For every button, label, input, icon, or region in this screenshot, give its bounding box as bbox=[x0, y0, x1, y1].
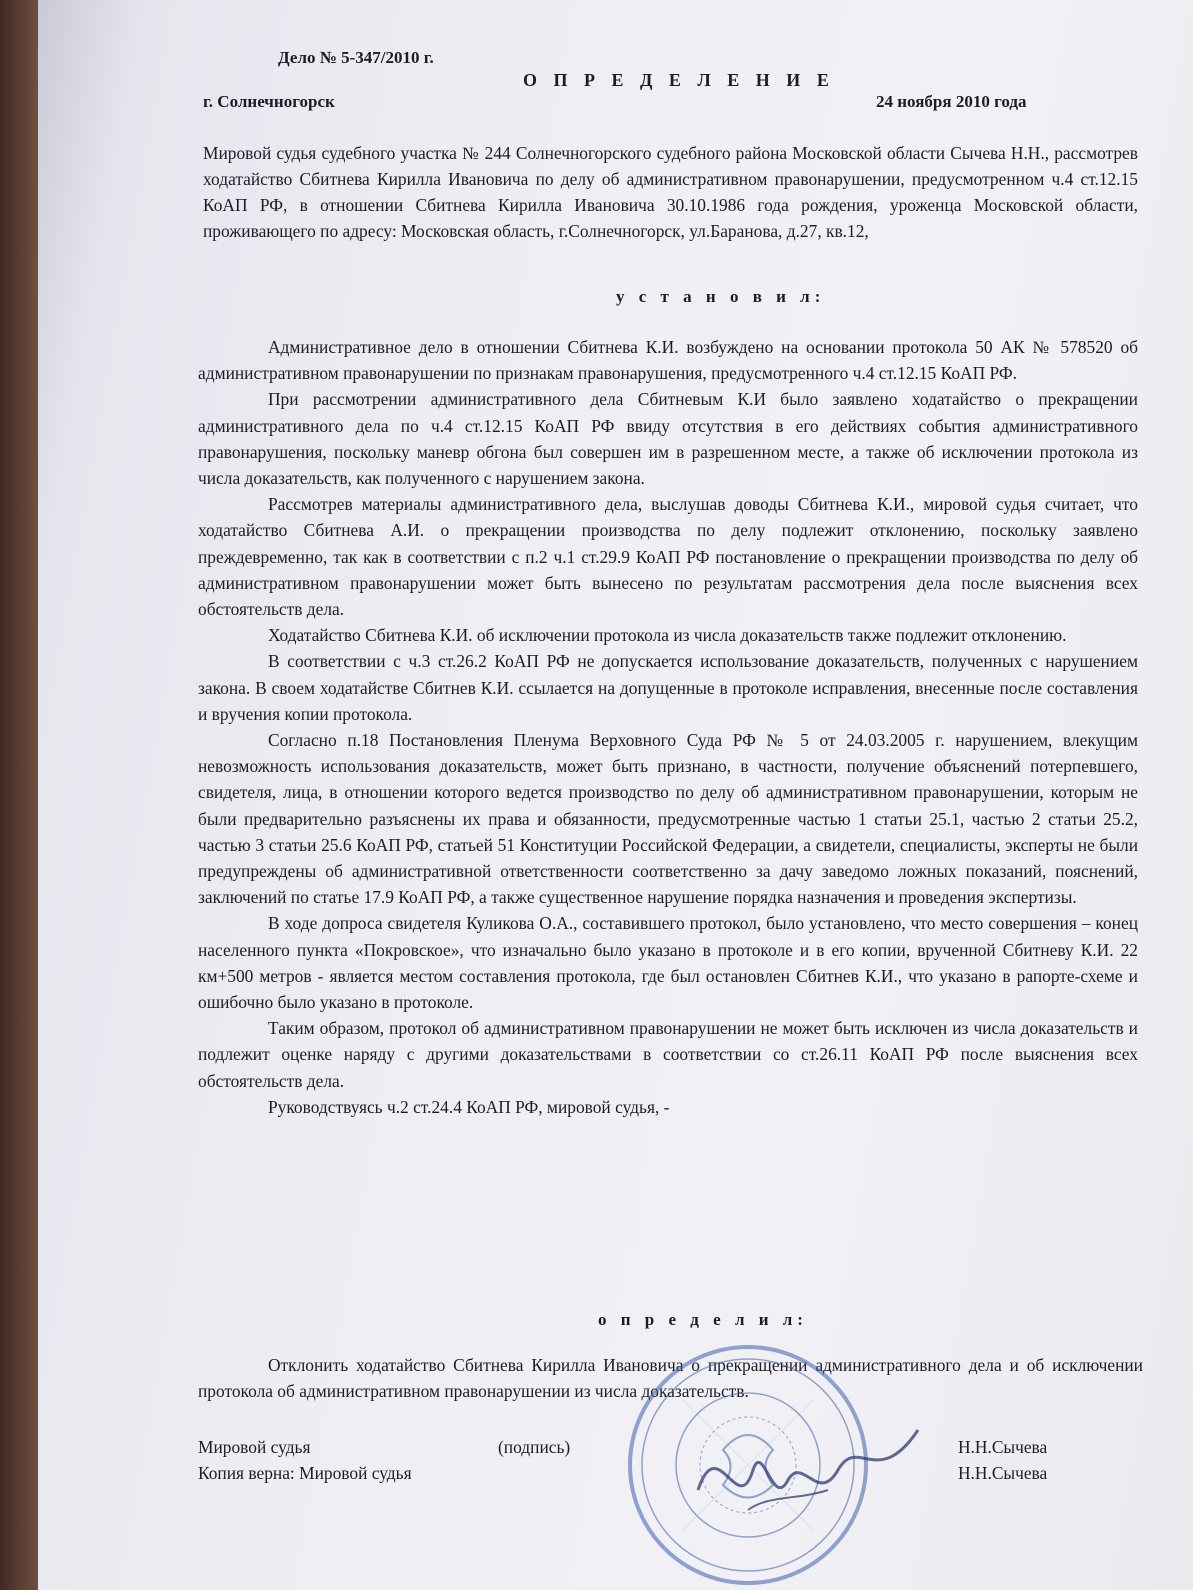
document-page bbox=[38, 0, 1193, 1590]
copy-certified-name: Н.Н.Сычева bbox=[958, 1463, 1048, 1483]
signature-name: Н.Н.Сычева bbox=[958, 1437, 1048, 1457]
body-paragraph: Административное дело в отношении Сбитнева К.И. возбуждено на основании протокола 50 АК № 578520 об административном правонарушении по признакам правонарушения, предусмотренного ч.4 ст.12.15 КоАП РФ. bbox=[198, 337, 1138, 384]
opredelil-heading: о п р е д е л и л: bbox=[598, 1310, 808, 1329]
body-paragraph: В соответствии с ч.3 ст.26.2 КоАП РФ не допускается использование доказательств, полученных с нарушением закона. В своем ходатайстве Сбитнев К.И. ссылается на допущенные в протоколе исправления, внесенные после составления и вручения копии протокола. bbox=[198, 651, 1138, 724]
body-paragraph: Таким образом, протокол об административном правонарушении не может быть исключен из числа доказательств и подлежит оценке наряду с другими доказательствами в соответствии со ст.26.11 КоАП РФ после выяснения всех обстоятельств дела. bbox=[198, 1018, 1138, 1091]
body-paragraph: Руководствуясь ч.2 ст.24.4 КоАП РФ, мировой судья, - bbox=[268, 1096, 670, 1117]
handwritten-signature bbox=[678, 1410, 938, 1530]
body-paragraph: Ходатайство Сбитнева К.И. об исключении протокола из числа доказательств также подлежит отклонению. bbox=[268, 625, 1067, 646]
signature-role: Мировой судья bbox=[198, 1437, 311, 1457]
body-paragraph: Согласно п.18 Постановления Пленума Верховного Суда РФ № 5 от 24.03.2005 г. нарушением, влекущим невозможность использования доказательств, может быть признано, в частности, получение объяснений потерпевшего, свидетеля, лица, в отношении которого ведется производство по делу об административном правонарушении, которым не были предварительно разъяснены их права и обязанности, предусмотренные частью 1 статьи 25.1, частью 2 статьи 25.2, частью 3 статьи 25.6 КоАП РФ, статьей 51 Конституции Российской Федерации, а свидетели, специалисты, эксперты не были предупреждены об административной ответственности соответственно за дачу заведомо ложных показаний, пояснений, заключений по статье 17.9 КоАП РФ, а также существенное нарушение порядка назначения и проведения экспертизы. bbox=[198, 730, 1138, 908]
body-paragraph: При рассмотрении административного дела Сбитневым К.И было заявлено ходатайство о прекращении административного дела по ч.4 ст.12.15 КоАП РФ ввиду отсутствия в его действиях события административного правонарушения, поскольку маневр обгона был совершен им в разрешенном месте, а также об исключении протокола из числа доказательств, как полученного с нарушением закона. bbox=[198, 389, 1138, 489]
decision-paragraph: Отклонить ходатайство Сбитнева Кирилла Ивановича о прекращении административного дела и об исключении протокола об административном правонарушении из числа доказательств. bbox=[198, 1355, 1143, 1401]
intro-paragraph: Мировой судья судебного участка № 244 Солнечногорского судебного района Московской области Сычева Н.Н., рассмотрев ходатайство Сбитнева Кирилла Ивановича по делу об административном правонарушении, предусмотренном ч.4 ст.12.15 КоАП РФ, в отношении Сбитнева Кирилла Ивановича 30.10.1986 года рождения, уроженца Московской области, проживающего по адресу: Московская область, г.Солнечногорск, ул.Баранова, д.27, кв.12, bbox=[203, 143, 1138, 241]
copy-certified-role: Копия верна: Мировой судья bbox=[198, 1463, 412, 1483]
city: г. Солнечногорск bbox=[203, 92, 335, 111]
document-date: 24 ноября 2010 года bbox=[876, 92, 1027, 111]
ustanovil-heading: у с т а н о в и л: bbox=[616, 287, 826, 306]
signature-mark: (подпись) bbox=[498, 1437, 571, 1457]
body-block bbox=[198, 334, 1138, 1120]
body-paragraph: Рассмотрев материалы административного дела, выслушав доводы Сбитнева К.И., мировой судья считает, что ходатайство Сбитнева А.И. о прекращении производства по делу подлежит отклонению, поскольку заявлено преждевременно, так как в соответствии с п.2 ч.1 ст.29.9 КоАП РФ постановление о прекращении производства по делу об административном правонарушении может быть вынесено по результатам рассмотрения дела после выяснения всех обстоятельств дела. bbox=[198, 494, 1138, 620]
case-number: Дело № 5-347/2010 г. bbox=[278, 48, 434, 67]
document-title: О П Р Е Д Е Л Е Н И Е bbox=[523, 70, 835, 90]
body-paragraph: В ходе допроса свидетеля Куликова О.А., составившего протокол, было установлено, что место совершения – конец населенного пункта «Покровское», что изначально было указано в протоколе и в его копии, врученной Сбитневу К.И. 22 км+500 метров - является местом составления протокола, где был остановлен Сбитнев К.И., что указано в рапорте-схеме и ошибочно было указано в протоколе. bbox=[198, 913, 1138, 1013]
